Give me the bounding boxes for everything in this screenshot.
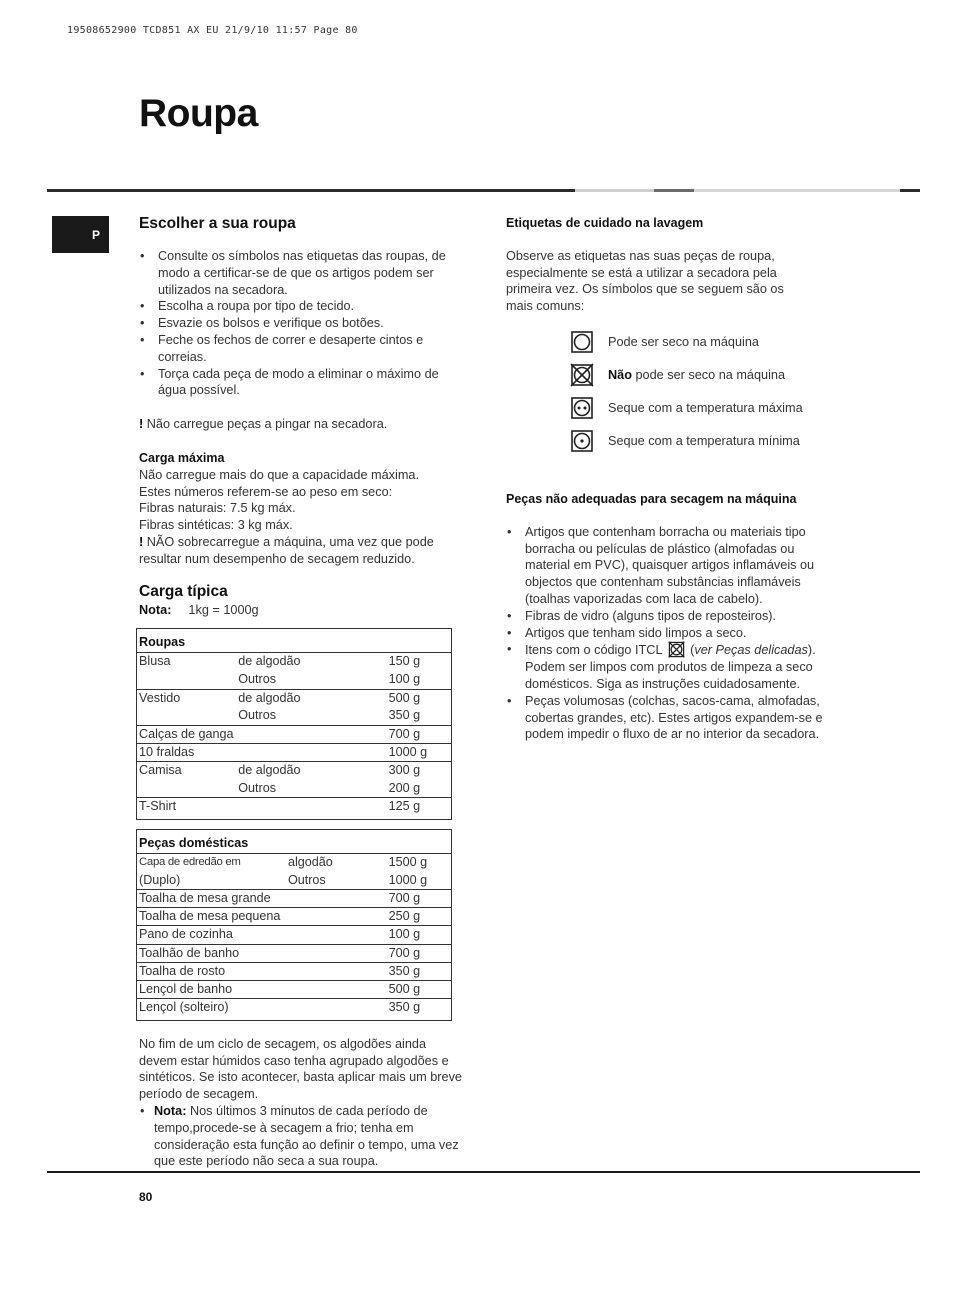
weight-cell: 1000 g [387, 743, 452, 761]
item-cell: T-Shirt [137, 798, 387, 820]
type-cell: Outros [238, 708, 276, 723]
symbol-label: Seque com a temperatura mínima [608, 434, 800, 449]
list-item: • Consulte os símbolos nas etiquetas das roupas, de modo a certificar-se de que os artigos podem ser utilizados na secadora. [139, 248, 464, 298]
symbol-row [506, 392, 836, 425]
max-load-heading: Carga máxima [139, 450, 225, 465]
table-row [137, 872, 452, 890]
weight-cell: 350 g [388, 708, 421, 723]
weight-cell: 250 g [387, 908, 452, 926]
header-rule-end [900, 189, 920, 192]
item-cell: Camisa [137, 761, 237, 779]
table-row [137, 890, 452, 908]
table-row [137, 980, 452, 998]
table-row [137, 780, 452, 798]
header-rule-dark [47, 189, 575, 192]
header-rule-light [575, 189, 654, 192]
table-row [137, 854, 452, 872]
item-cell: 10 fraldas [137, 743, 387, 761]
table-row [137, 926, 452, 944]
weight-cell: 350 g [387, 998, 452, 1020]
page-number: 80 [139, 1190, 153, 1204]
type-cell: de algodão [236, 761, 386, 779]
weight-cell: 350 g [387, 962, 452, 980]
care-labels-heading: Etiquetas de cuidado na lavagem [506, 216, 704, 230]
max-load-line: Não carregue mais do que a capacidade máxima. [139, 467, 419, 482]
table-row [137, 962, 452, 980]
overload-warning-text: NÃO sobrecarregue a máquina, uma vez que pode resultar num desempenho de secagem reduzido. [139, 534, 434, 566]
overload-warning [139, 534, 464, 568]
right-column [506, 214, 836, 743]
final-note-label: Nota: [154, 1104, 187, 1119]
final-note-list [139, 1103, 464, 1170]
item-cell [137, 707, 237, 725]
item-cell: Toalhão de banho [137, 944, 387, 962]
footer-rule [47, 1171, 920, 1173]
weight-cell: 150 g [387, 653, 452, 671]
table-row [137, 944, 452, 962]
max-load-line: Estes números referem-se ao peso em seco: [139, 484, 393, 499]
page-title: Roupa [139, 92, 258, 135]
item-cell: Calças de ganga [137, 725, 387, 743]
type-cell: algodão [286, 854, 387, 872]
weight-cell: 1500 g [387, 854, 452, 872]
warning-mark: ! [139, 534, 144, 549]
max-load-line: Fibras naturais: 7.5 kg máx. [139, 501, 296, 516]
list-item: • Itens com o código ITCL (ver Peças delicadas). Podem ser limpos com produtos de limpeza a seco domésticos. Siga as instruções cuidadosamente. [506, 641, 836, 692]
delicates-reference: ver Peças delicadas [694, 643, 808, 658]
weight-cell: 300 g [387, 761, 452, 779]
weight-cell: 100 g [388, 671, 421, 686]
symbol-label: Seque com a temperatura máxima [608, 401, 803, 416]
symbol-row [506, 359, 836, 392]
weight-cell: 700 g [387, 725, 452, 743]
note-label: Nota: [139, 602, 172, 617]
symbol-label: Pode ser seco na máquina [608, 335, 759, 350]
max-load-line: Fibras sintéticas: 3 kg máx. [139, 518, 293, 533]
list-item: • Feche os fechos de correr e desaperte cintos e correias. [139, 332, 464, 366]
table-row [137, 998, 452, 1020]
list-item [139, 1103, 464, 1170]
item-cell: (Duplo) [139, 872, 181, 887]
tumble-dry-low-heat-icon [570, 429, 594, 453]
list-item: • Artigos que tenham sido limpos a seco. [506, 625, 836, 642]
weight-cell: 200 g [388, 780, 421, 795]
list-item: • Fibras de vidro (alguns tipos de reposteiros). [506, 608, 836, 625]
dripping-warning-text: Não carregue peças a pingar na secadora. [143, 417, 388, 432]
typical-load-heading: Carga típica [139, 582, 228, 600]
item-cell: Lençol (solteiro) [137, 998, 387, 1020]
dripping-warning [139, 416, 464, 433]
left-column [139, 214, 464, 1170]
table-row [137, 798, 452, 820]
table-row [137, 689, 452, 707]
table-row [137, 743, 452, 761]
household-table-header: Peças domésticas [139, 836, 249, 851]
type-cell: Outros [238, 780, 276, 795]
list-item: • Peças volumosas (colchas, sacos-cama, almofadas, cobertas grandes, etc). Estes artigos expandem-se e podem impedir o fluxo de ar no interior da secadora. [506, 693, 836, 743]
note-value: 1kg = 1000g [188, 602, 259, 617]
do-not-tumble-dry-icon [570, 363, 594, 387]
weight-cell: 100 g [387, 926, 452, 944]
unsuitable-list [506, 524, 836, 743]
type-cell: Outros [287, 872, 326, 887]
item-cell: Capa de edredão em [137, 854, 286, 872]
weight-cell: 500 g [387, 689, 452, 707]
type-cell: de algodão [236, 653, 386, 671]
tumble-dry-icon [570, 330, 594, 354]
print-header: 19508652900 TCD851 AX EU 21/9/10 11:57 Page 80 [67, 25, 358, 36]
clothes-table [136, 628, 452, 820]
symbol-label: Não pode ser seco na máquina [608, 368, 786, 383]
item-cell: Pano de cozinha [137, 926, 387, 944]
type-cell: Outros [238, 671, 276, 686]
household-table [136, 829, 452, 1021]
item-cell: Blusa [137, 653, 237, 671]
unsuitable-heading: Peças não adequadas para secagem na máquina [506, 491, 797, 506]
clothes-table-header: Roupas [139, 635, 186, 650]
item-cell: Toalha de rosto [137, 962, 387, 980]
list-item: • Esvazie os bolsos e verifique os botões. [139, 315, 464, 332]
choose-list [139, 248, 464, 399]
item-cell: Lençol de banho [137, 980, 387, 998]
table-row [137, 725, 452, 743]
unit-note [139, 602, 464, 619]
item-cell [137, 780, 237, 798]
weight-cell: 1000 g [388, 872, 428, 887]
list-item: • Torça cada peça de modo a eliminar o máximo de água possível. [139, 366, 464, 400]
table-row [137, 707, 452, 725]
final-note-text: Nos últimos 3 minutos de cada período de tempo,procede-se à secagem a frio; tenha em consideração esta função ao definir o tempo, uma vez que este período não seca a sua roupa. [154, 1104, 459, 1169]
header-rule-mid [654, 189, 694, 192]
weight-cell: 700 g [387, 890, 452, 908]
table-row [137, 671, 452, 689]
header-rule-light-2 [694, 189, 900, 192]
symbol-row [506, 326, 836, 359]
type-cell: de algodão [236, 689, 386, 707]
tumble-dry-high-heat-icon [570, 396, 594, 420]
weight-cell: 500 g [387, 980, 452, 998]
item-cell: Toalha de mesa pequena [137, 908, 387, 926]
list-item: • Escolha a roupa por tipo de tecido. [139, 298, 464, 315]
table-row [137, 908, 452, 926]
care-intro: Observe as etiquetas nas suas peças de roupa, especialmente se está a utilizar a secadora pela primeira vez. Os símbolos que se seguem são os mais comuns: [506, 248, 784, 314]
weight-cell: 125 g [387, 798, 452, 820]
language-tab: P [52, 216, 109, 253]
end-of-cycle-paragraph: No fim de um ciclo de secagem, os algodões ainda devem estar húmidos caso tenha agrupado algodões e sintéticos. Se isto acontecer, basta aplicar mais um breve período de secagem. [139, 1036, 462, 1102]
itcl-do-not-tumble-dry-icon [668, 641, 685, 658]
symbol-row [506, 425, 836, 458]
item-cell [137, 671, 237, 689]
choose-heading: Escolher a sua roupa [139, 215, 296, 232]
warning-mark: ! [139, 417, 144, 432]
weight-cell: 700 g [387, 944, 452, 962]
table-row [137, 653, 452, 671]
item-cell: Vestido [137, 689, 237, 707]
table-row [137, 761, 452, 779]
symbol-list [506, 326, 836, 458]
item-cell: Toalha de mesa grande [137, 890, 387, 908]
list-item: • Artigos que contenham borracha ou materiais tipo borracha ou películas de plástico (almofadas ou material em PVC), quaisquer artigos inflamáveis ou objectos que contenham substâncias inflamáveis (toalhas vaporizadas com laca de cabelo). [506, 524, 836, 608]
